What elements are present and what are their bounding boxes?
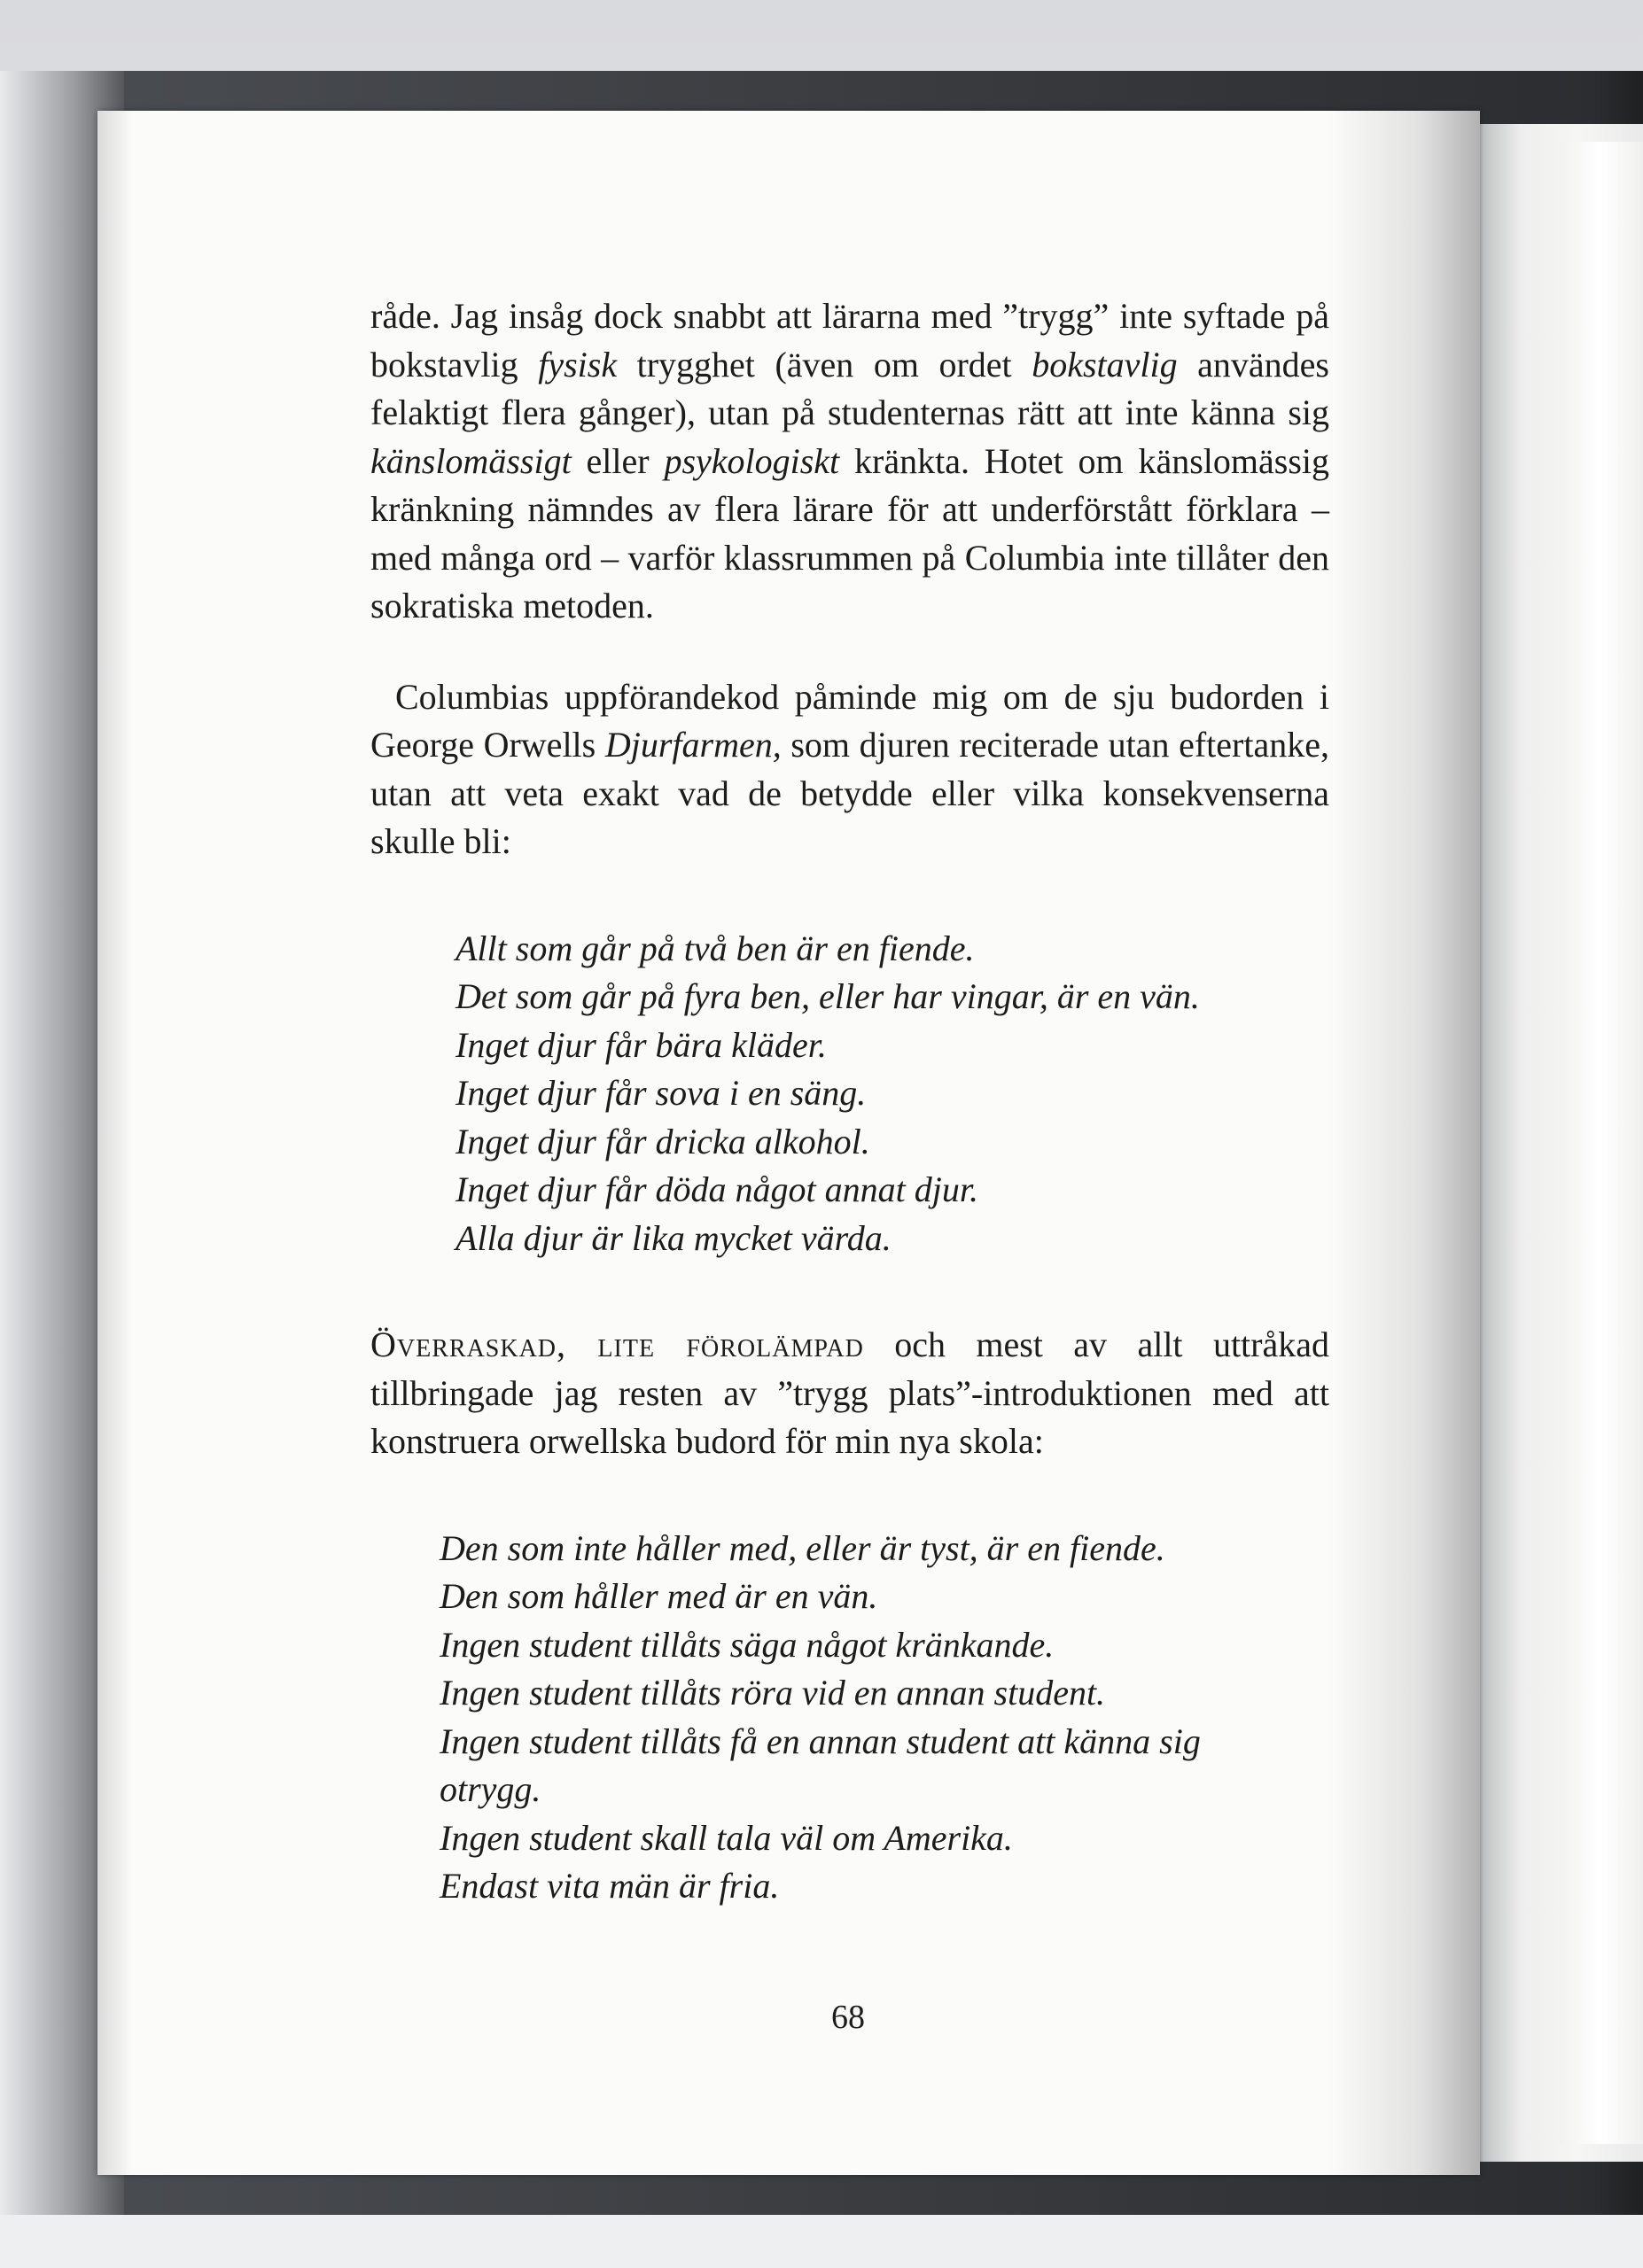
p1-run: användes felaktigt flera gånger), utan på studenternas rätt att inte känna sig xyxy=(370,344,1329,432)
p2-run: som djuren reciterade utan eftertanke, utan att veta exakt vad de betydde eller vilka konsekvenserna skulle bli: xyxy=(370,725,1329,861)
p1-run: känslomässigt xyxy=(370,440,572,481)
page-gutter-shadow xyxy=(1329,111,1480,2175)
commandment-line: Inget djur får döda något annat djur. xyxy=(456,1169,979,1209)
page-number-wrap xyxy=(0,1998,1643,2037)
p2-run: Columbias uppförandekod påminde mig om de sju budorden i George Orwells xyxy=(370,676,1329,765)
paragraph-3-text: och mest av allt uttråkad tillbringade jag resten av ”trygg plats”-introduktionen med att konstruera orwellska budord för min nya skola: xyxy=(370,1324,1330,1461)
commandment-line: Endast vita män är fria. xyxy=(440,1866,780,1906)
commandment-line: Ingen student tillåts få en annan student att känna sig otrygg. xyxy=(440,1720,1201,1809)
commandment-line: Allt som går på två ben är en fiende. xyxy=(456,928,975,968)
p1-run: psykologiskt xyxy=(664,440,840,481)
p1-run: bokstavlig xyxy=(1032,344,1178,384)
paragraph-1 xyxy=(370,292,1329,631)
p1-run: råde. Jag insåg dock snabbt att lärarna med ”trygg” inte syftade på bokstavlig xyxy=(370,296,1329,384)
p2-run: Djurfarmen, xyxy=(604,725,782,765)
p1-run: kränkta. Hotet om känslomässig kränkning nämndes av flera lärare för att underförstått förklara – med många ord – varför klassrummen på Columbia inte tillåter den sokratiska metoden. xyxy=(370,440,1330,625)
commandment-line: Inget djur får bära kläder. xyxy=(456,1024,827,1065)
paragraph-3-lead: Överraskad, lite förolämpad xyxy=(370,1324,864,1364)
school-commandments xyxy=(440,1525,1329,1911)
page-left-shadow xyxy=(97,111,133,2175)
p1-run: fysisk xyxy=(538,344,618,384)
commandment-line: Den som inte håller med, eller är tyst, är en fiende. xyxy=(440,1527,1165,1568)
commandment-line: Ingen student tillåts säga något kränkande. xyxy=(440,1624,1055,1665)
commandment-line: Ingen student tillåts röra vid en annan student. xyxy=(440,1673,1106,1713)
commandment-line: Inget djur får dricka alkohol. xyxy=(456,1121,870,1161)
page-number: 68 xyxy=(831,1999,865,2036)
commandment-line: Ingen student skall tala väl om Amerika. xyxy=(440,1817,1013,1858)
commandment-line: Det som går på fyra ben, eller har vingar, är en vän. xyxy=(456,976,1200,1016)
commandment-line: Inget djur får sova i en säng. xyxy=(456,1073,867,1113)
commandment-line: Alla djur är lika mycket värda. xyxy=(456,1217,892,1258)
next-page-edge xyxy=(1560,142,1643,2144)
animal-farm-commandments xyxy=(456,925,1329,1263)
commandment-line: Den som håller med är en vän. xyxy=(440,1576,878,1616)
p1-run: trygghet (även om ordet xyxy=(617,344,1032,384)
paragraph-2 xyxy=(370,673,1329,866)
paragraph-3 xyxy=(370,1321,1329,1466)
p1-run: eller xyxy=(571,440,665,481)
page-text xyxy=(370,292,1329,1911)
